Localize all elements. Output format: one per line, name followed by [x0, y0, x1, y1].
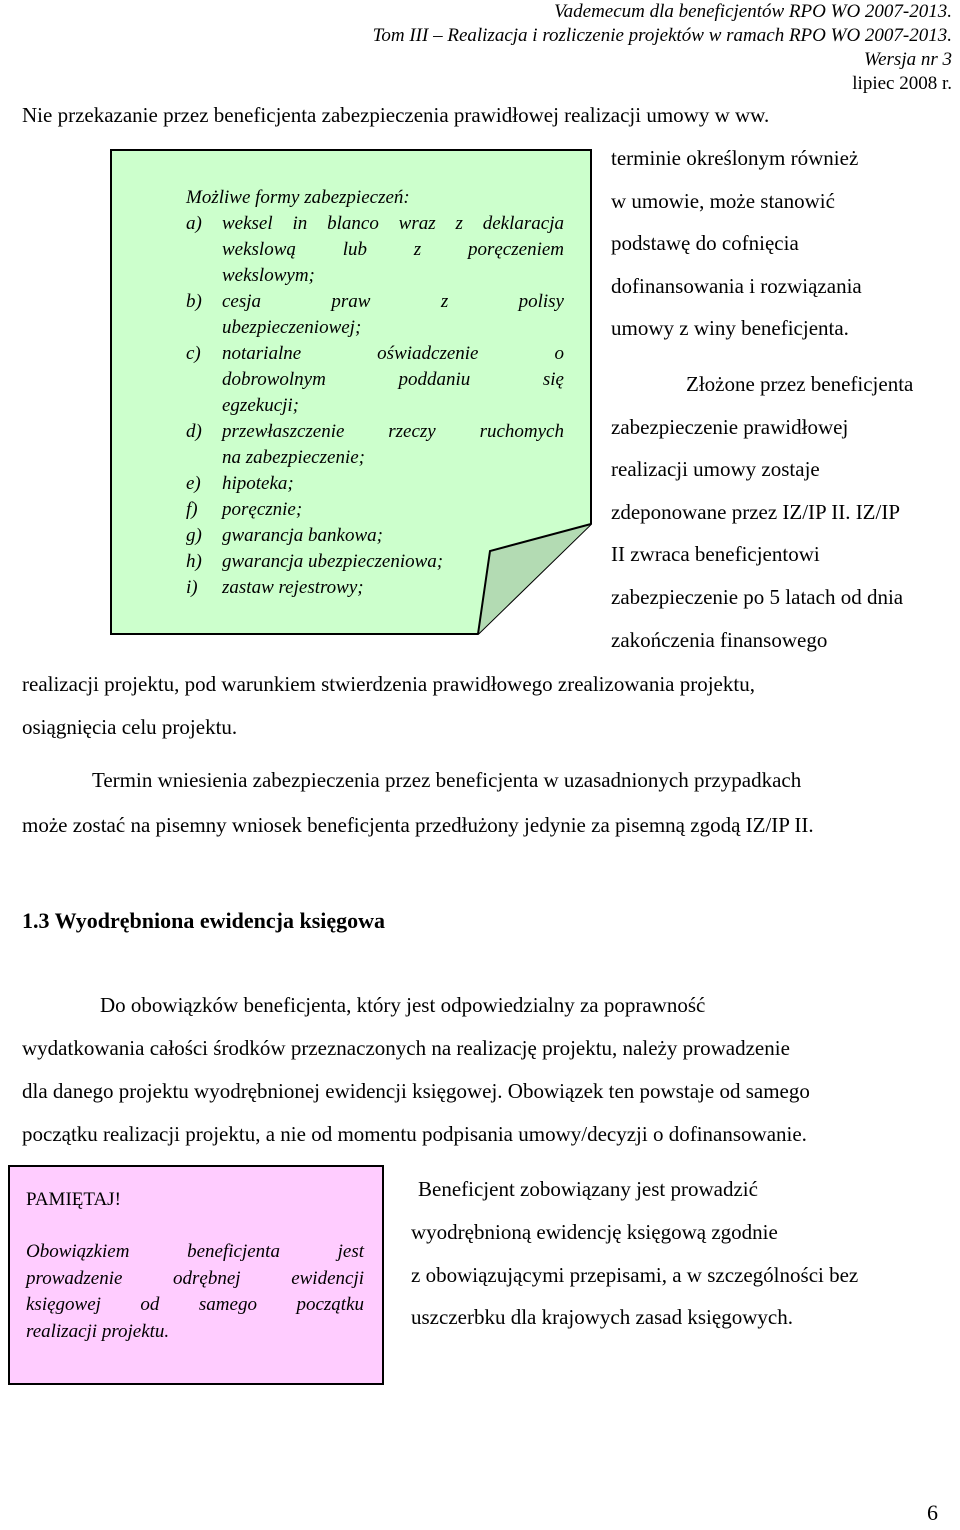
header-version: Wersja nr 3: [864, 49, 952, 70]
note-title: Możliwe formy zabezpieczeń:: [186, 187, 410, 208]
note-item-text: gwarancja ubezpieczeniowa;: [222, 551, 444, 572]
note-item-label: i): [186, 577, 198, 598]
note-item-text: przewłaszczenie rzeczy ruchomych: [222, 421, 564, 442]
note-list-item: [186, 523, 564, 549]
note-item-label: g): [186, 525, 202, 546]
note-item-text: wekslową lub z poręczeniem: [222, 239, 564, 260]
note-list-item: [186, 471, 564, 497]
reminder-title: PAMIĘTAJ!: [26, 1189, 121, 1210]
note-item-label: d): [186, 421, 202, 442]
note-list-item: [186, 341, 564, 367]
note-list-item: [186, 211, 564, 237]
right-column-1-line: podstawę do cofnięcia: [611, 231, 799, 255]
para1-line1: realizacji projektu, pod warunkiem stwierdzenia prawidłowego zrealizowania projektu,: [22, 672, 755, 696]
note-list-item: [186, 315, 564, 341]
header-volume: Tom III – Realizacja i rozliczenie projektów w ramach RPO WO 2007-2013.: [372, 25, 952, 46]
note-item-text: wekslowym;: [222, 265, 315, 286]
reminder-line: prowadzenie odrębnej ewidencji: [26, 1267, 364, 1289]
para3-line4: początku realizacji projektu, a nie od momentu podpisania umowy/decyzji o dofinansowanie.: [22, 1122, 807, 1146]
note-item-text: egzekucji;: [222, 395, 300, 416]
para3-line2: wydatkowania całości środków przeznaczonych na realizację projektu, należy prowadzenie: [22, 1036, 790, 1060]
para2-line2: może zostać na pisemny wniosek beneficjenta przedłużony jedynie za pisemną zgodą IZ/IP II.: [22, 813, 814, 837]
reminder-line: księgowej od samego początku: [26, 1294, 364, 1315]
note-item-text: dobrowolnym poddaniu się: [222, 369, 564, 390]
right-column-1-line: II zwraca beneficjentowi: [611, 542, 820, 566]
right-column-2-line: wyodrębnioną ewidencję księgową zgodnie: [411, 1220, 778, 1244]
right-column-2-line: Beneficjent zobowiązany jest prowadzić: [418, 1177, 758, 1201]
right-column-2-line: z obowiązującymi przepisami, a w szczególności bez: [411, 1263, 859, 1287]
note-item-text: ubezpieczeniowej;: [222, 317, 362, 338]
intro-line: Nie przekazanie przez beneficjenta zabezpieczenia prawidłowej realizacji umowy w ww.: [22, 103, 770, 127]
note-item-text: notarialne oświadczenie o: [222, 343, 564, 364]
right-column-2-line: uszczerbku dla krajowych zasad księgowych.: [411, 1305, 793, 1329]
note-item-label: b): [186, 291, 202, 312]
right-column-1-line: zabezpieczenie prawidłowej: [611, 415, 849, 439]
note-item-text: cesja praw z polisy: [222, 291, 564, 312]
section-heading: 1.3 Wyodrębniona ewidencja księgowa: [22, 908, 386, 933]
right-column-1-line: Złożone przez beneficjenta: [686, 372, 914, 396]
para3-line1: Do obowiązków beneficjenta, który jest odpowiedzialny za poprawność: [100, 993, 706, 1017]
page-number: 6: [927, 1500, 938, 1525]
note-item-text: poręcznie;: [222, 499, 303, 520]
header-date: lipiec 2008 r.: [852, 73, 952, 94]
note-item-text: gwarancja bankowa;: [222, 525, 383, 546]
right-column-1-line: w umowie, może stanowić: [611, 189, 835, 213]
right-column-1-line: zabezpieczenie po 5 latach od dnia: [611, 585, 904, 609]
note-content: [186, 185, 564, 601]
note-list-item: [186, 445, 564, 471]
right-column-1-line: zakończenia finansowego: [611, 628, 828, 652]
right-column-1-line: zdeponowane przez IZ/IP II. IZ/IP: [611, 500, 901, 524]
reminder-text: [26, 1239, 364, 1345]
para1-line2: osiągnięcia celu projektu.: [22, 715, 238, 739]
reminder-note: [8, 1165, 384, 1385]
note-list-item: [186, 289, 564, 315]
note-item-label: a): [186, 213, 202, 234]
reminder-line: Obowiązkiem beneficjenta jest: [26, 1241, 364, 1262]
note-list-item: [186, 419, 564, 445]
note-item-label: f): [186, 499, 198, 520]
note-item-text: weksel in blanco wraz z deklaracja: [222, 213, 564, 234]
note-list-item: [186, 549, 564, 575]
right-column-1-line: realizacji umowy zostaje: [611, 457, 820, 481]
note-item-text: zastaw rejestrowy;: [222, 577, 364, 598]
note-list-item: [186, 237, 564, 263]
note-item-label: h): [186, 551, 202, 572]
note-list-item: [186, 263, 564, 289]
reminder-line: realizacji projektu.: [26, 1320, 170, 1342]
note-item-text: hipoteka;: [222, 473, 294, 494]
note-list-item: [186, 575, 564, 601]
security-forms-note: [110, 149, 592, 635]
note-item-label: e): [186, 473, 201, 494]
note-list: [186, 211, 564, 601]
note-list-item: [186, 367, 564, 393]
para2-line1: Termin wniesienia zabezpieczenia przez beneficjenta w uzasadnionych przypadkach: [92, 768, 802, 792]
document-header: [373, 0, 952, 96]
para3-line3: dla danego projektu wyodrębnionej ewidencji księgowej. Obowiązek ten powstaje od samego: [22, 1079, 810, 1103]
note-list-item: [186, 393, 564, 419]
right-column-1-line: umowy z winy beneficjenta.: [611, 316, 849, 340]
note-item-text: na zabezpieczenie;: [222, 447, 365, 468]
note-list-item: [186, 497, 564, 523]
right-column-1-line: terminie określonym również: [611, 146, 859, 170]
header-title: Vademecum dla beneficjentów RPO WO 2007-2013.: [554, 1, 952, 22]
note-item-label: c): [186, 343, 201, 364]
right-column-1-line: dofinansowania i rozwiązania: [611, 274, 862, 298]
